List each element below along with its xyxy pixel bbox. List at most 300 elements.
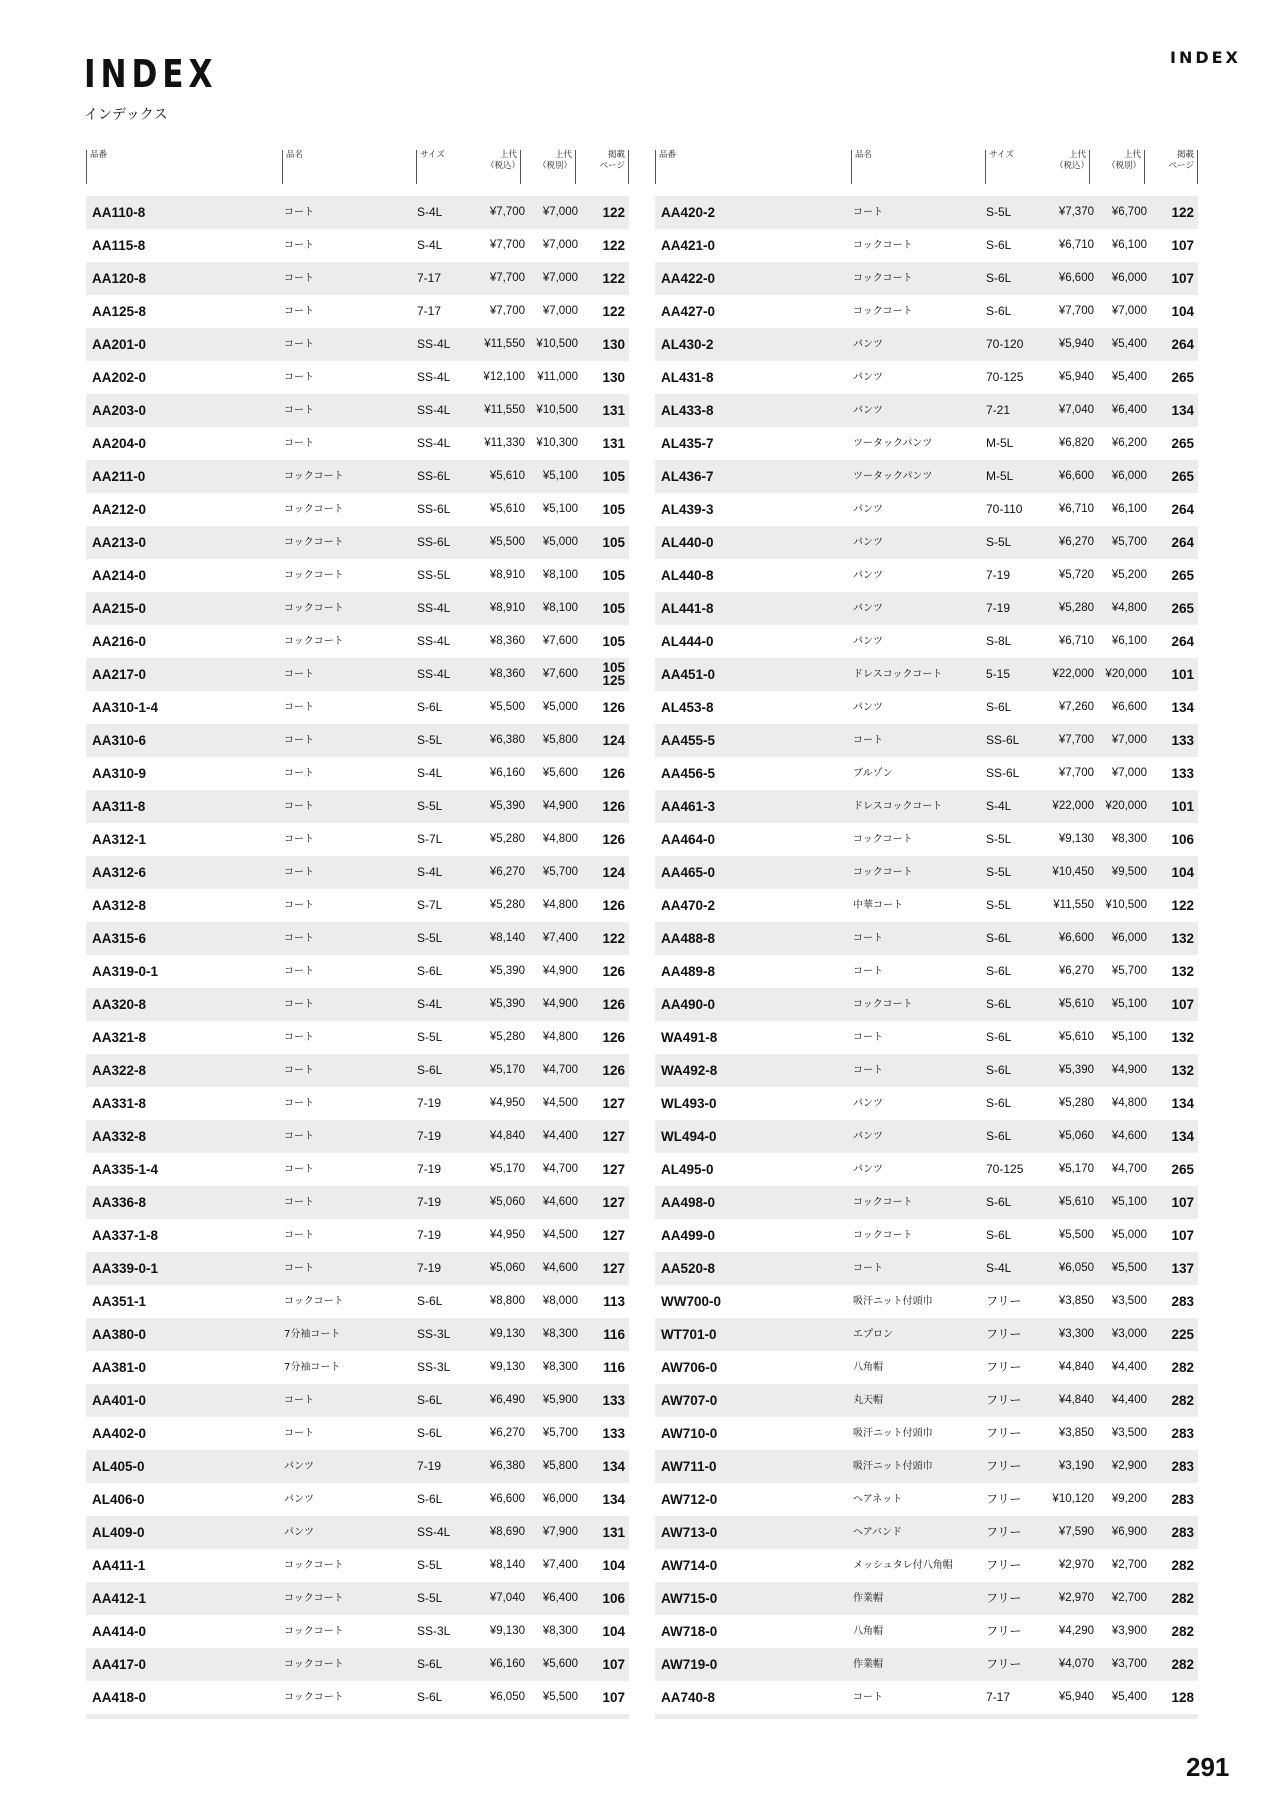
size-range: 7-21 [986, 403, 1011, 417]
product-code: AA336-8 [92, 1195, 147, 1210]
table-row [655, 1054, 1198, 1087]
table-row [86, 328, 629, 361]
product-name: ツータックパンツ [853, 471, 933, 482]
product-code: AA312-6 [92, 865, 147, 880]
product-code: AL405-0 [92, 1459, 145, 1474]
product-code: AL444-0 [661, 634, 714, 649]
table-row [655, 361, 1198, 394]
table-row [655, 559, 1198, 592]
product-code: AA110-8 [92, 205, 146, 220]
price-incl-tax: ¥12,100 [483, 371, 525, 383]
size-range: S-6L [986, 1063, 1012, 1077]
product-name: コックコート [853, 834, 913, 845]
product-code: AW707-0 [661, 1393, 718, 1408]
size-range: 7-19 [417, 1129, 442, 1143]
product-name: コート [284, 1131, 314, 1142]
catalog-page: 130 [602, 370, 625, 385]
table-row [86, 1153, 629, 1186]
table-row [655, 295, 1198, 328]
product-name: コート [853, 1032, 883, 1043]
product-name: コート [853, 1065, 883, 1076]
table-row [655, 1417, 1198, 1450]
product-name: コート [284, 768, 314, 779]
size-range: S-6L [986, 964, 1012, 978]
price-excl-tax: ¥4,900 [542, 800, 578, 812]
product-code: WW700-0 [661, 1294, 722, 1309]
product-name: ツータックパンツ [853, 438, 933, 449]
size-range: SS-4L [417, 436, 451, 450]
price-incl-tax: ¥7,370 [1058, 206, 1094, 218]
product-name: 八角帽 [853, 1626, 883, 1637]
price-excl-tax: ¥4,700 [542, 1163, 578, 1175]
product-code: AA335-1-4 [92, 1162, 159, 1177]
page-number: 291 [1186, 1752, 1230, 1782]
catalog-page: 124 [602, 865, 625, 880]
product-code: WL493-0 [661, 1096, 717, 1111]
price-incl-tax: ¥5,720 [1058, 569, 1094, 581]
price-excl-tax: ¥4,800 [1111, 602, 1147, 614]
table-row [655, 955, 1198, 988]
catalog-page: 107 [1171, 238, 1194, 253]
product-code: AA315-6 [92, 931, 147, 946]
catalog-page: 265 [1171, 469, 1194, 484]
table-row [86, 1549, 629, 1582]
size-range: 70-120 [986, 337, 1024, 351]
catalog-page: 131 [602, 403, 625, 418]
price-excl-tax: ¥7,900 [542, 1526, 578, 1538]
price-excl-tax: ¥4,600 [542, 1262, 578, 1274]
product-name: パンツ [853, 1098, 883, 1109]
product-name: コックコート [853, 306, 913, 317]
price-excl-tax: ¥5,500 [542, 1691, 578, 1703]
price-incl-tax: ¥6,820 [1058, 437, 1094, 449]
table-row [86, 856, 629, 889]
table-row [86, 889, 629, 922]
product-code: AL409-0 [92, 1525, 145, 1540]
price-incl-tax: ¥8,140 [489, 932, 525, 944]
catalog-page: 106 [1171, 832, 1194, 847]
price-excl-tax: ¥7,000 [542, 239, 578, 251]
price-incl-tax: ¥5,610 [1058, 1196, 1094, 1208]
price-incl-tax: ¥7,700 [1058, 734, 1094, 746]
catalog-page: 264 [1171, 337, 1194, 352]
product-name: 7分袖コート [284, 1362, 341, 1373]
product-name: パンツ [853, 537, 883, 548]
catalog-page: 131 [602, 436, 625, 451]
catalog-page: 126 [602, 766, 625, 781]
table-row [86, 691, 629, 724]
price-excl-tax: ¥20,000 [1105, 668, 1147, 680]
table-row [655, 988, 1198, 1021]
product-code: AA422-0 [661, 271, 716, 286]
price-excl-tax: ¥8,100 [542, 602, 578, 614]
product-name: パンツ [853, 405, 883, 416]
price-incl-tax: ¥8,360 [489, 668, 525, 680]
size-range: M-5L [986, 436, 1014, 450]
index-table-left [86, 148, 629, 1719]
product-code: AA498-0 [661, 1195, 716, 1210]
product-code: AA332-8 [92, 1129, 147, 1144]
size-range: S-6L [986, 304, 1012, 318]
table-end-bar [86, 1714, 629, 1719]
size-range: S-6L [417, 700, 443, 714]
catalog-page: 104 [1171, 865, 1194, 880]
price-incl-tax: ¥5,610 [489, 503, 525, 515]
product-code: AA312-1 [92, 832, 147, 847]
catalog-page: 127 [602, 1261, 625, 1276]
price-incl-tax: ¥7,700 [489, 272, 525, 284]
price-incl-tax: ¥6,490 [489, 1394, 525, 1406]
size-range: 70-125 [986, 370, 1024, 384]
price-incl-tax: ¥2,970 [1058, 1559, 1094, 1571]
price-excl-tax: ¥7,000 [542, 272, 578, 284]
product-code: AL406-0 [92, 1492, 145, 1507]
product-name: コックコート [853, 240, 913, 251]
product-name: パンツ [853, 570, 883, 581]
price-incl-tax: ¥5,610 [1058, 998, 1094, 1010]
product-name: コート [284, 735, 314, 746]
price-incl-tax: ¥5,280 [1058, 602, 1094, 614]
row-list [86, 196, 629, 1714]
price-incl-tax: ¥3,850 [1058, 1295, 1094, 1307]
size-range: S-5L [986, 865, 1012, 879]
size-range: S-6L [417, 1393, 443, 1407]
product-name: コート [284, 1395, 314, 1406]
catalog-page: 133 [1171, 733, 1194, 748]
price-incl-tax: ¥4,840 [1058, 1361, 1094, 1373]
product-name: コート [853, 933, 883, 944]
table-row [86, 394, 629, 427]
size-range: 70-110 [986, 502, 1023, 516]
table-row [655, 625, 1198, 658]
product-name: 吸汗ニット付頭巾 [853, 1428, 933, 1439]
price-excl-tax: ¥5,000 [542, 536, 578, 548]
price-incl-tax: ¥5,940 [1058, 1691, 1094, 1703]
catalog-page: 104 [1171, 304, 1194, 319]
product-code: AA203-0 [92, 403, 147, 418]
catalog-page: 134 [602, 1492, 625, 1507]
catalog-page: 134 [1171, 700, 1194, 715]
product-name: コックコート [284, 1560, 344, 1571]
product-code: AA490-0 [661, 997, 716, 1012]
price-incl-tax: ¥7,700 [1058, 305, 1094, 317]
size-range: S-5L [986, 205, 1012, 219]
table-row [655, 922, 1198, 955]
price-excl-tax: ¥7,000 [1111, 305, 1147, 317]
table-end-bar [655, 1714, 1198, 1719]
table-row [655, 427, 1198, 460]
product-code: AA213-0 [92, 535, 147, 550]
catalog-page: 104 [602, 1624, 625, 1639]
product-code: AA320-8 [92, 997, 147, 1012]
price-excl-tax: ¥4,800 [542, 833, 578, 845]
size-range: 7-19 [417, 1228, 442, 1242]
product-name: コート [284, 1428, 314, 1439]
table-row [86, 1450, 629, 1483]
price-incl-tax: ¥6,710 [1058, 635, 1094, 647]
price-incl-tax: ¥6,160 [489, 1658, 525, 1670]
table-row [86, 1186, 629, 1219]
catalog-page: 132 [1171, 964, 1194, 979]
product-name: コート [284, 702, 314, 713]
product-name: 吸汗ニット付頭巾 [853, 1461, 933, 1472]
price-excl-tax: ¥5,700 [542, 1427, 578, 1439]
table-row [86, 427, 629, 460]
table-row [86, 1582, 629, 1615]
product-name: コート [853, 735, 883, 746]
price-excl-tax: ¥7,600 [542, 668, 578, 680]
header-price-incl: 上代 （税込） [486, 150, 521, 184]
price-incl-tax: ¥6,380 [489, 734, 525, 746]
table-row [655, 1450, 1198, 1483]
table-row [86, 460, 629, 493]
price-incl-tax: ¥3,850 [1058, 1427, 1094, 1439]
price-excl-tax: ¥7,000 [1111, 767, 1147, 779]
table-row [655, 1318, 1198, 1351]
catalog-page: 105 [602, 634, 625, 649]
product-code: WT701-0 [661, 1327, 717, 1342]
product-name: コート [853, 1263, 883, 1274]
price-excl-tax: ¥6,600 [1111, 701, 1147, 713]
size-range: S-6L [417, 1294, 443, 1308]
price-excl-tax: ¥10,500 [536, 404, 578, 416]
product-name: パンツ [853, 372, 883, 383]
product-name: コート [284, 867, 314, 878]
size-range: S-7L [417, 898, 443, 912]
product-name: パンツ [853, 1164, 883, 1175]
catalog-page: 265 [1171, 436, 1194, 451]
price-excl-tax: ¥6,100 [1111, 503, 1147, 515]
table-row [86, 196, 629, 229]
size-range: 7-19 [417, 1459, 442, 1473]
price-excl-tax: ¥5,800 [542, 1460, 578, 1472]
size-range: S-5L [417, 799, 443, 813]
size-range: 70-125 [986, 1162, 1024, 1176]
price-excl-tax: ¥3,700 [1111, 1658, 1147, 1670]
size-range: 7-19 [986, 568, 1011, 582]
price-incl-tax: ¥4,070 [1058, 1658, 1094, 1670]
product-code: AL435-7 [661, 436, 714, 451]
price-incl-tax: ¥4,290 [1058, 1625, 1094, 1637]
catalog-page: 105 [602, 469, 625, 484]
size-range: フリー [986, 1459, 1022, 1473]
product-code: AW718-0 [661, 1624, 718, 1639]
product-name: コックコート [853, 999, 913, 1010]
size-range: S-5L [417, 931, 443, 945]
table-row [86, 1417, 629, 1450]
catalog-page: 105 [602, 568, 625, 583]
table-row [86, 1615, 629, 1648]
price-incl-tax: ¥11,330 [484, 437, 525, 449]
table-row [655, 1153, 1198, 1186]
table-row [655, 790, 1198, 823]
product-name: 作業帽 [853, 1593, 883, 1604]
product-code: AA311-8 [92, 799, 146, 814]
catalog-page: 132 [1171, 931, 1194, 946]
price-excl-tax: ¥6,400 [1111, 404, 1147, 416]
product-code: AA499-0 [661, 1228, 716, 1243]
price-incl-tax: ¥9,130 [489, 1625, 525, 1637]
price-excl-tax: ¥8,300 [542, 1361, 578, 1373]
header-price-excl: 上代 （税別） [536, 150, 576, 184]
catalog-page: 283 [1171, 1459, 1194, 1474]
catalog-page: 107 [602, 1690, 625, 1705]
catalog-page: 264 [1171, 502, 1194, 517]
table-row [86, 757, 629, 790]
product-name: コックコート [853, 1197, 913, 1208]
catalog-page: 133 [602, 1393, 625, 1408]
price-excl-tax: ¥6,100 [1111, 239, 1147, 251]
price-excl-tax: ¥2,700 [1111, 1559, 1147, 1571]
price-incl-tax: ¥6,600 [1058, 272, 1094, 284]
table-row [86, 922, 629, 955]
product-name: コート [284, 405, 314, 416]
catalog-page: 101 [1171, 667, 1194, 682]
product-name: コックコート [284, 1659, 344, 1670]
product-code: AA312-8 [92, 898, 147, 913]
price-incl-tax: ¥10,120 [1052, 1493, 1094, 1505]
product-code: AA339-0-1 [92, 1261, 159, 1276]
table-row [655, 394, 1198, 427]
catalog-page: 126 [602, 1030, 625, 1045]
table-row [86, 559, 629, 592]
size-range: フリー [986, 1294, 1022, 1308]
row-list [655, 196, 1198, 1714]
price-incl-tax: ¥5,060 [489, 1196, 525, 1208]
header-code: 品番 [655, 150, 755, 184]
table-row [86, 295, 629, 328]
price-excl-tax: ¥4,700 [1111, 1163, 1147, 1175]
price-incl-tax: ¥5,170 [489, 1163, 525, 1175]
size-range: S-5L [417, 1030, 443, 1044]
size-range: SS-4L [417, 337, 451, 351]
product-name: コート [284, 438, 314, 449]
price-incl-tax: ¥11,550 [484, 338, 525, 350]
catalog-page: 282 [1171, 1393, 1194, 1408]
product-name: パンツ [853, 339, 883, 350]
product-name: コックコート [284, 1626, 344, 1637]
size-range: S-6L [986, 700, 1012, 714]
price-incl-tax: ¥6,710 [1058, 503, 1094, 515]
product-name: パンツ [853, 1131, 883, 1142]
product-code: AL431-8 [661, 370, 714, 385]
product-name: パンツ [284, 1494, 314, 1505]
price-incl-tax: ¥10,450 [1052, 866, 1094, 878]
price-incl-tax: ¥5,280 [489, 1031, 525, 1043]
price-incl-tax: ¥5,940 [1058, 371, 1094, 383]
table-row [655, 1021, 1198, 1054]
price-excl-tax: ¥4,800 [542, 899, 578, 911]
catalog-page: 126 [602, 799, 625, 814]
product-name: コックコート [284, 1593, 344, 1604]
price-incl-tax: ¥4,840 [1058, 1394, 1094, 1406]
size-range: フリー [986, 1393, 1022, 1407]
size-range: S-6L [417, 1690, 443, 1704]
table-row [86, 1285, 629, 1318]
product-code: AA321-8 [92, 1030, 147, 1045]
table-row [655, 1516, 1198, 1549]
product-name: コート [284, 966, 314, 977]
catalog-page: 127 [602, 1096, 625, 1111]
size-range: S-4L [417, 997, 443, 1011]
price-excl-tax: ¥3,000 [1111, 1328, 1147, 1340]
price-excl-tax: ¥5,700 [1111, 536, 1147, 548]
price-incl-tax: ¥5,170 [1058, 1163, 1094, 1175]
size-range: S-6L [986, 1129, 1012, 1143]
table-row [86, 1351, 629, 1384]
price-excl-tax: ¥5,100 [1111, 1031, 1147, 1043]
product-name: メッシュタレ付八角帽 [853, 1560, 953, 1571]
price-incl-tax: ¥6,380 [489, 1460, 525, 1472]
price-excl-tax: ¥5,200 [1111, 569, 1147, 581]
catalog-page: 283 [1171, 1294, 1194, 1309]
price-incl-tax: ¥6,270 [489, 1427, 525, 1439]
price-excl-tax: ¥2,900 [1111, 1460, 1147, 1472]
table-row [655, 1582, 1198, 1615]
price-incl-tax: ¥7,700 [489, 206, 525, 218]
price-excl-tax: ¥3,500 [1111, 1427, 1147, 1439]
price-excl-tax: ¥6,200 [1111, 437, 1147, 449]
table-row [655, 1120, 1198, 1153]
price-excl-tax: ¥20,000 [1105, 800, 1147, 812]
product-name: コート [284, 339, 314, 350]
table-row [655, 856, 1198, 889]
product-name: コート [284, 834, 314, 845]
catalog-page: 107 [1171, 271, 1194, 286]
product-code: AA120-8 [92, 271, 147, 286]
catalog-page: 116 [603, 1327, 625, 1342]
product-name: コート [284, 306, 314, 317]
product-code: AW710-0 [661, 1426, 718, 1441]
table-row [86, 790, 629, 823]
price-incl-tax: ¥5,170 [489, 1064, 525, 1076]
catalog-page: 126 [602, 997, 625, 1012]
price-excl-tax: ¥5,100 [1111, 998, 1147, 1010]
catalog-page: 113 [603, 1294, 625, 1309]
table-row [655, 1285, 1198, 1318]
catalog-page: 283 [1171, 1492, 1194, 1507]
product-name: ヘアバンド [853, 1527, 902, 1538]
price-incl-tax: ¥7,700 [489, 239, 525, 251]
product-name: コックコート [284, 1296, 344, 1307]
price-incl-tax: ¥5,940 [1058, 338, 1094, 350]
product-code: AL495-0 [661, 1162, 714, 1177]
price-incl-tax: ¥5,390 [489, 998, 525, 1010]
product-code: AA412-1 [92, 1591, 147, 1606]
price-excl-tax: ¥5,100 [542, 470, 578, 482]
product-code: AA217-0 [92, 667, 147, 682]
catalog-page: 122 [602, 931, 625, 946]
product-code: AA310-6 [92, 733, 147, 748]
catalog-page: 122 [602, 271, 625, 286]
price-incl-tax: ¥7,700 [1058, 767, 1094, 779]
catalog-page: 134 [602, 1459, 625, 1474]
price-excl-tax: ¥6,000 [1111, 470, 1147, 482]
price-excl-tax: ¥7,400 [542, 1559, 578, 1571]
price-incl-tax: ¥6,160 [489, 767, 525, 779]
catalog-page: 104 [602, 1558, 625, 1573]
price-excl-tax: ¥5,400 [1111, 338, 1147, 350]
table-row [86, 1219, 629, 1252]
product-code: AA464-0 [661, 832, 716, 847]
price-incl-tax: ¥5,390 [489, 965, 525, 977]
product-code: AA115-8 [92, 238, 146, 253]
product-code: AA417-0 [92, 1657, 147, 1672]
price-excl-tax: ¥7,000 [542, 305, 578, 317]
catalog-page: 126 [602, 1063, 625, 1078]
size-range: S-5L [986, 832, 1012, 846]
catalog-page: 283 [1171, 1426, 1194, 1441]
